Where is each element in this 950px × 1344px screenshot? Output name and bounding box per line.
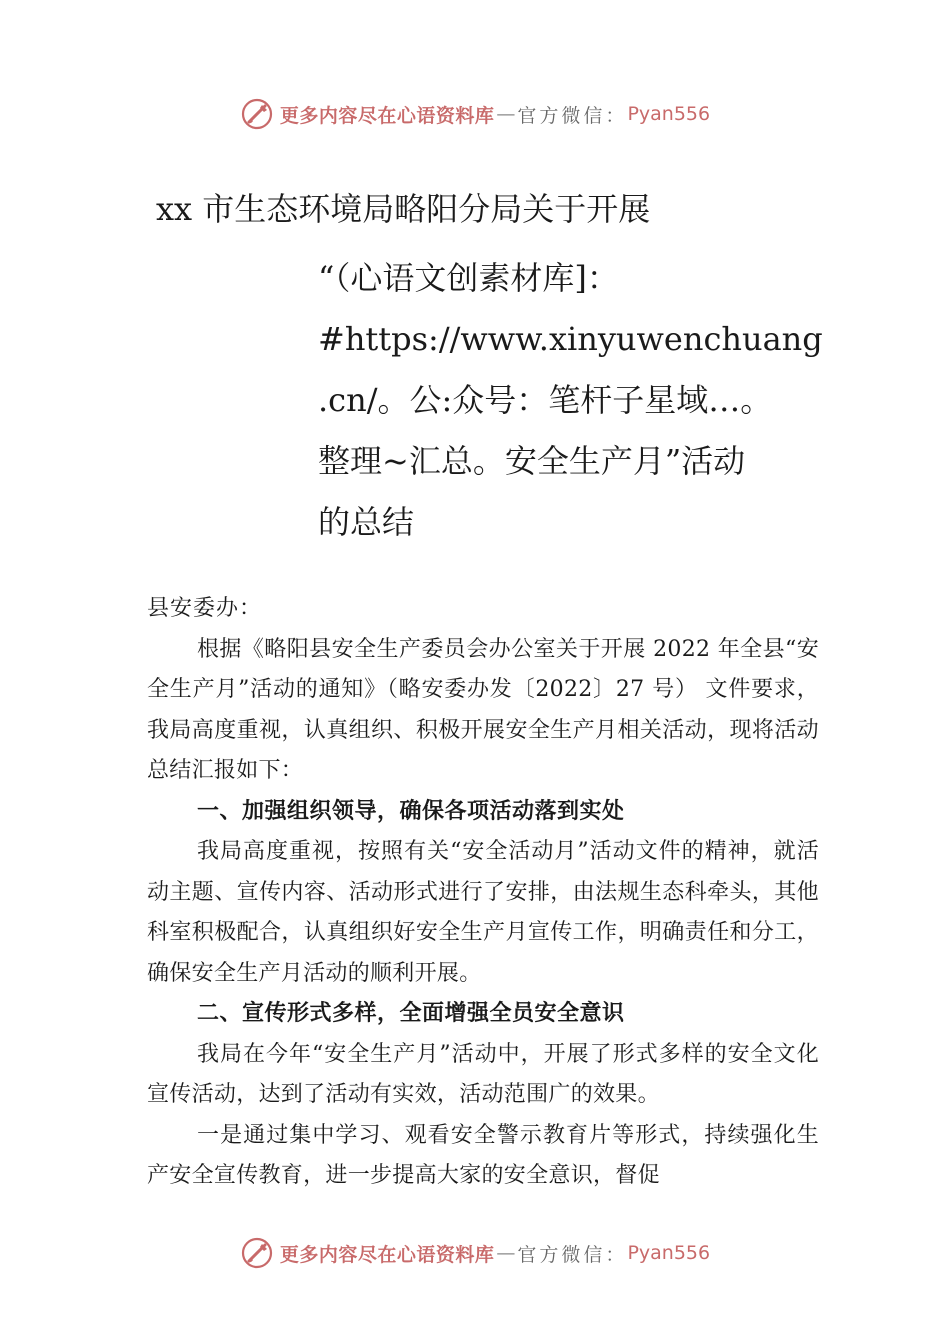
paragraph: 我局在今年“安全生产月”活动中，开展了形式多样的安全文化宣传活动，达到了活动有实效，活动范围广的效果。 — [147, 1041, 819, 1107]
title-line: 的总结 — [318, 503, 415, 541]
addressee: 县安委办： — [147, 596, 263, 621]
paragraph: 根据《略阳县安全生产委员会办公室关于开展 2022 年全县“安全生产月”活动的通知》（略安委办发〔2022〕27 号） 文件要求，我局高度重视，认真组织、积极开展安全生产月相关活动，现将活动总结汇报如下： — [147, 636, 819, 783]
title-line: .cn/。公:众号：笔杆子星域…。 — [318, 381, 773, 419]
paragraph: 我局高度重视，按照有关“安全活动月”活动文件的精神，就活动主题、宣传内容、活动形式进行了安排，由法规生态科牵头，其他科室积极配合，认真组织好安全生产月宣传工作，明确责任和分工，确保安全生产月活动的顺利开展。 — [147, 839, 819, 986]
watermark-separator: — — [496, 1242, 516, 1264]
watermark-separator: — — [496, 103, 516, 125]
watermark-wechat-id: Pyan556 — [627, 1242, 711, 1264]
section-heading: 二、宣传形式多样，全面增强全员安全意识 — [197, 1001, 625, 1026]
watermark-banner-top — [0, 94, 950, 134]
watermark-brand: 更多内容尽在心语资料库 — [279, 1243, 495, 1266]
document-title-line1: xx 市生态环境局略阳分局关于开展 — [156, 190, 651, 228]
brush-logo-icon — [240, 1236, 274, 1270]
brush-logo-icon — [240, 97, 274, 131]
paragraph: 一是通过集中学习、观看安全警示教育片等形式，持续强化生产安全宣传教育，进一步提高大家的安全意识，督促 — [147, 1122, 819, 1188]
watermark-wechat-id: Pyan556 — [627, 103, 711, 125]
watermark-wechat-label: 官方微信： — [517, 104, 628, 127]
section-heading: 一、加强组织领导，确保各项活动落到实处 — [197, 798, 625, 824]
title-line: 整理~汇总。安全生产月”活动 — [318, 442, 746, 480]
document-title-continued — [318, 248, 838, 553]
watermark-brand: 更多内容尽在心语资料库 — [279, 104, 495, 127]
document-body — [147, 589, 819, 1197]
watermark-banner-bottom — [0, 1233, 950, 1273]
title-line: #https://www.xinyuwenchuang — [318, 320, 823, 358]
watermark-wechat-label: 官方微信： — [517, 1243, 628, 1266]
title-line: “（心语文创素材库]： — [318, 259, 619, 297]
